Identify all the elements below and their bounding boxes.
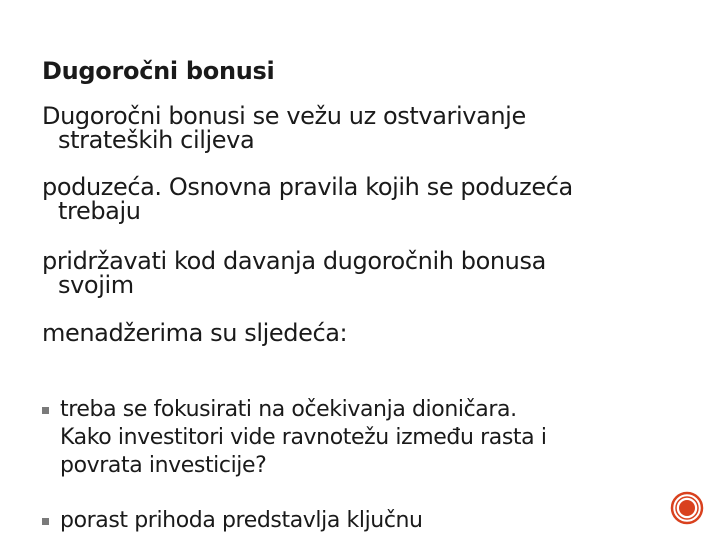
bullet-marker-icon [42, 518, 49, 525]
bullet-item-1 [42, 396, 547, 480]
bullet-line: porast prihoda predstavlja ključnu [60, 508, 423, 533]
paragraph-1 [42, 104, 526, 152]
next-slide-button[interactable] [670, 491, 704, 525]
bullet-line: treba se fokusirati na očekivanja dioničara. [60, 397, 517, 422]
paragraph-3 [42, 249, 546, 297]
paragraph-line: poduzeća. Osnovna pravila kojih se poduzeća [42, 173, 573, 201]
paragraph-2 [42, 175, 573, 223]
bullet-marker-icon [42, 407, 49, 414]
paragraph-continuation: strateških ciljeva [58, 126, 255, 154]
bullet-line: Kako investitori vide ravnotežu između rasta i [60, 425, 547, 450]
paragraph-line: Dugoročni bonusi se vežu uz ostvarivanje [42, 102, 526, 130]
slide-title: Dugoročni bonusi [42, 57, 275, 85]
circle-target-icon [670, 491, 704, 525]
paragraph-4 [42, 321, 347, 345]
paragraph-continuation: trebaju [58, 197, 141, 225]
paragraph-line: pridržavati kod davanja dugoročnih bonusa [42, 247, 546, 275]
bullet-item-2 [42, 507, 423, 535]
paragraph-continuation: svojim [58, 271, 134, 299]
bullet-line: povrata investicije? [60, 453, 267, 478]
paragraph-line: menadžerima su sljedeća: [42, 319, 348, 347]
